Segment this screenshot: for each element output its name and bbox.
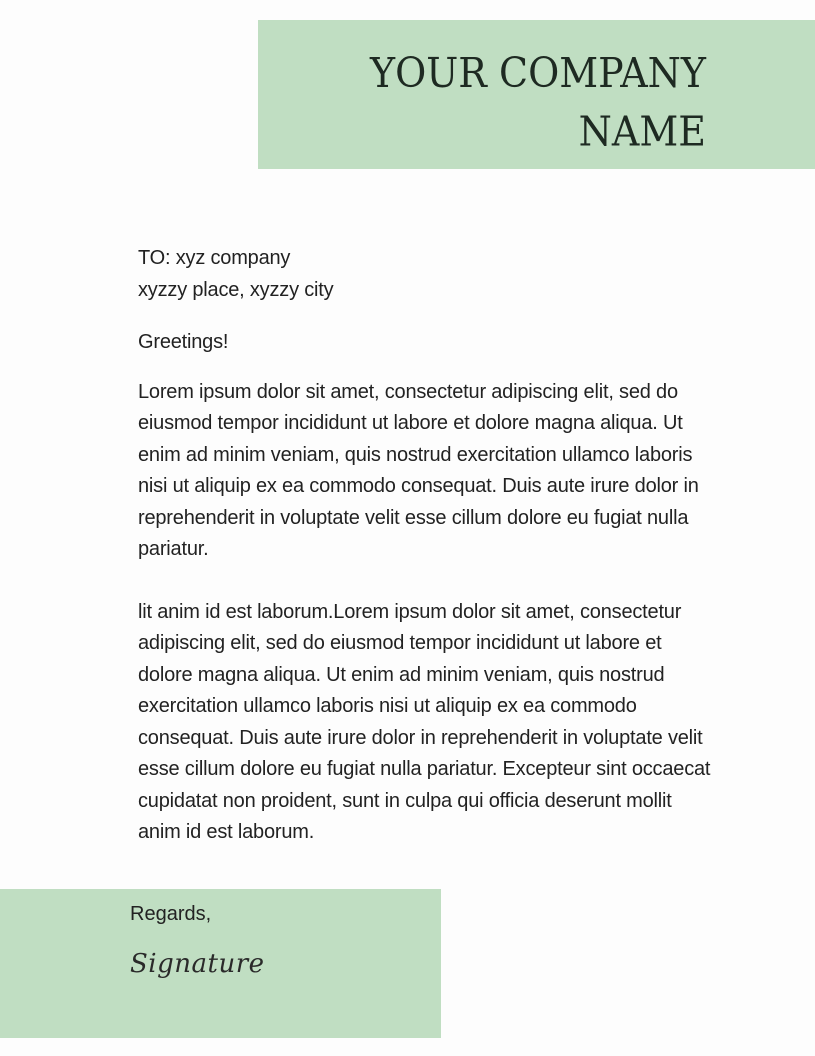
recipient-address-line: xyzzy place, xyzzy city (138, 278, 334, 301)
company-name-line-2: NAME (578, 107, 706, 156)
company-name-line-1: YOUR COMPANY (370, 49, 706, 97)
header-band (258, 20, 815, 169)
recipient-block (138, 243, 718, 306)
body-paragraph-2: lit anim id est laborum.Lorem ipsum dolor sit amet, consectetur adipiscing elit, sed do eiusmod tempor incididunt ut labore et dolore magna aliqua. Ut enim ad minim veniam, quis nostrud exercitation ullamco laboris nisi ut aliquip ex ea commodo consequat. Duis aute irure dolor in reprehenderit in voluptate velit esse cillum dolore eu fugiat nulla pariatur. Excepteur sint occaecat cupidatat non proident, sunt in culpa qui officia deserunt mollit anim id est laborum. (138, 600, 711, 843)
closing-regards: Regards, (130, 903, 212, 925)
recipient-to-line: TO: xyz company (138, 247, 291, 269)
greeting: Greetings! (138, 331, 229, 353)
company-name (266, 44, 706, 161)
signature: Signature (130, 949, 265, 979)
letter-body (138, 243, 718, 849)
body-paragraph-1: Lorem ipsum dolor sit amet, consectetur adipiscing elit, sed do eiusmod tempor incididunt ut labore et dolore magna aliqua. Ut enim ad minim veniam, quis nostrud exercitation ullamco laboris nisi ut aliquip ex ea commodo consequat. Duis aute irure dolor in reprehenderit in voluptate velit esse cillum dolore eu fugiat nulla pariatur. (138, 380, 699, 560)
